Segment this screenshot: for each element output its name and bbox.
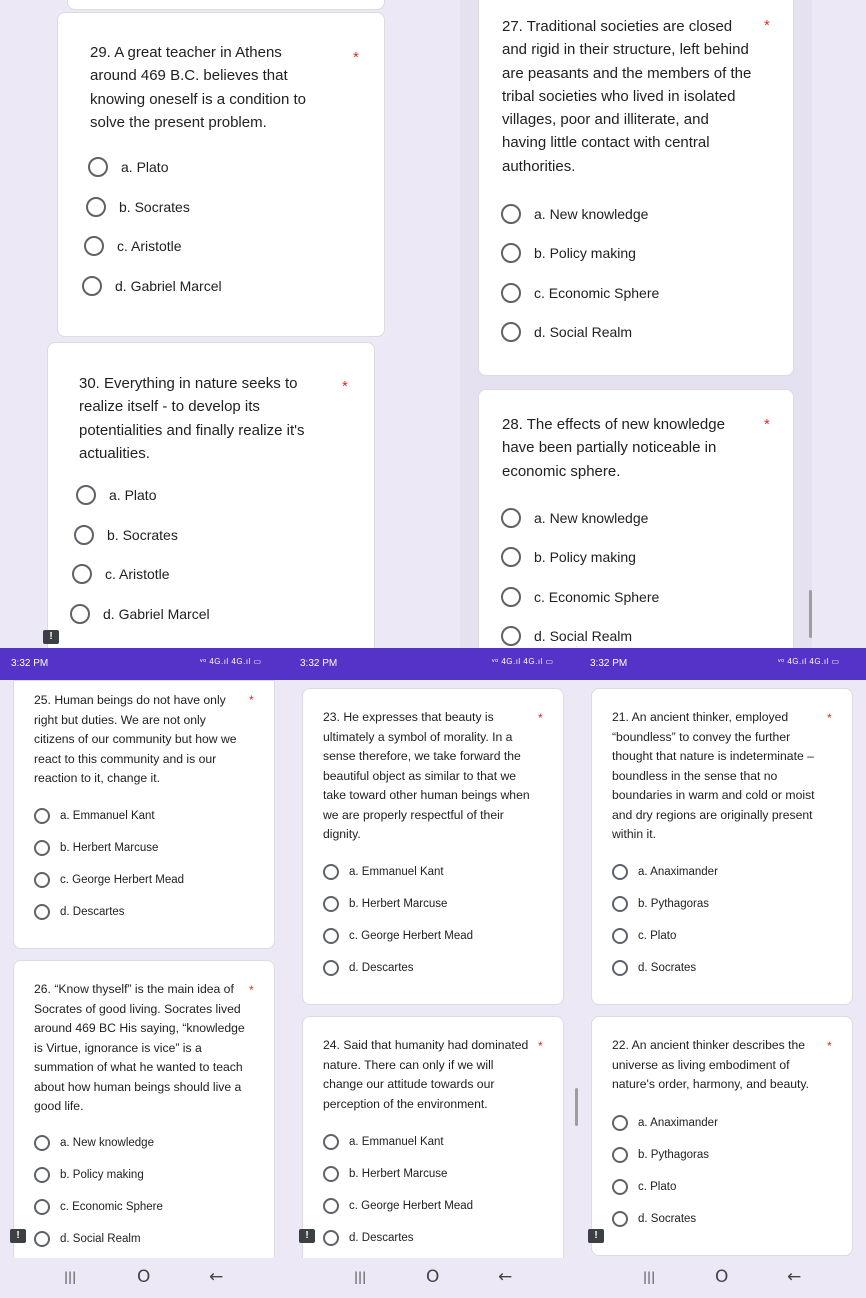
option-c[interactable] xyxy=(612,1179,676,1195)
question-text: 30. Everything in nature seeks to realize itself - to develop its potentialities and finally realize it's actualities. xyxy=(79,375,305,462)
option-label: d. Social Realm xyxy=(534,324,633,340)
option-b[interactable] xyxy=(501,547,636,567)
radio-button[interactable] xyxy=(323,928,339,944)
option-c[interactable] xyxy=(84,236,182,256)
radio-button[interactable] xyxy=(501,243,521,263)
option-b[interactable] xyxy=(612,896,709,912)
radio-button[interactable] xyxy=(612,1179,628,1195)
radio-button[interactable] xyxy=(323,1134,339,1150)
radio-button[interactable] xyxy=(323,960,339,976)
radio-button[interactable] xyxy=(501,547,521,567)
question-card-22 xyxy=(591,1016,853,1256)
option-label: d. Descartes xyxy=(349,962,414,974)
option-a[interactable] xyxy=(34,808,155,824)
radio-button[interactable] xyxy=(34,1231,50,1247)
radio-button[interactable] xyxy=(34,1135,50,1151)
radio-button[interactable] xyxy=(612,864,628,880)
question-card-29 xyxy=(57,12,385,337)
radio-button[interactable] xyxy=(612,928,628,944)
report-icon[interactable]: ! xyxy=(588,1229,604,1243)
radio-button[interactable] xyxy=(34,840,50,856)
status-icons: ᵛᵒ 4G.ıl 4G.ıl ▭ xyxy=(200,657,262,666)
option-label: d. Gabriel Marcel xyxy=(115,278,222,294)
option-d[interactable] xyxy=(501,626,632,646)
radio-button[interactable] xyxy=(76,485,96,505)
option-c[interactable] xyxy=(612,928,676,944)
question-text: 28. The effects of new knowledge have been partially noticeable in economic sphere. xyxy=(502,416,725,480)
option-d[interactable] xyxy=(323,960,414,976)
option-label: c. George Herbert Mead xyxy=(60,874,185,886)
required-asterisk: * xyxy=(827,1039,832,1053)
radio-button[interactable] xyxy=(612,960,628,976)
option-label: d. Descartes xyxy=(60,906,125,918)
option-label: c. Aristotle xyxy=(117,238,182,254)
option-c[interactable] xyxy=(323,928,473,944)
option-label: a. Emmanuel Kant xyxy=(349,866,444,878)
question-card-30 xyxy=(47,342,375,672)
option-b[interactable] xyxy=(501,243,636,263)
navigation-bar xyxy=(0,1258,866,1298)
recents-icon[interactable]: ||| xyxy=(643,1270,656,1284)
required-asterisk: * xyxy=(827,711,832,725)
recents-icon[interactable]: ||| xyxy=(354,1270,367,1284)
option-d[interactable] xyxy=(82,276,222,296)
question-card-28 xyxy=(478,389,794,679)
question-text: 21. An ancient thinker, employed “boundless” to convey the further thought that nature is indeterminate – boundless in the sense that no boundaries in warm and cold or moist and dry regions are originally present within it. xyxy=(612,710,815,842)
radio-button[interactable] xyxy=(501,508,521,528)
option-b[interactable] xyxy=(612,1147,709,1163)
radio-button[interactable] xyxy=(323,1166,339,1182)
option-label: a. Emmanuel Kant xyxy=(349,1136,444,1148)
option-label: a. New knowledge xyxy=(60,1137,154,1149)
option-b[interactable] xyxy=(34,840,158,856)
report-icon[interactable]: ! xyxy=(299,1229,315,1243)
question-card-25 xyxy=(13,680,275,949)
scrollbar[interactable] xyxy=(575,1088,578,1126)
radio-button[interactable] xyxy=(34,1167,50,1183)
question-text: 24. Said that humanity had dominated nature. There can only if we will change our attitude towards our perception of the environment. xyxy=(323,1038,529,1111)
radio-button[interactable] xyxy=(34,1199,50,1215)
option-label: c. George Herbert Mead xyxy=(349,930,474,942)
option-d[interactable] xyxy=(34,904,125,920)
option-d[interactable] xyxy=(70,604,210,624)
radio-button[interactable] xyxy=(612,896,628,912)
option-label: d. Gabriel Marcel xyxy=(103,606,210,622)
option-b[interactable] xyxy=(86,197,190,217)
radio-button[interactable] xyxy=(323,896,339,912)
required-asterisk: * xyxy=(764,416,770,433)
option-d[interactable] xyxy=(34,1231,141,1247)
radio-button[interactable] xyxy=(74,525,94,545)
question-card-23 xyxy=(302,688,564,1005)
radio-button[interactable] xyxy=(501,626,521,646)
report-icon[interactable]: ! xyxy=(10,1229,26,1243)
option-a[interactable] xyxy=(76,485,156,505)
recents-icon[interactable]: ||| xyxy=(64,1270,77,1284)
question-card-26 xyxy=(13,960,275,1270)
radio-button[interactable] xyxy=(612,1147,628,1163)
option-label: d. Social Realm xyxy=(60,1233,141,1245)
required-asterisk: * xyxy=(764,17,770,34)
radio-button[interactable] xyxy=(34,808,50,824)
option-a[interactable] xyxy=(323,864,444,880)
option-label: b. Socrates xyxy=(107,527,178,543)
radio-button[interactable] xyxy=(323,1230,339,1246)
home-icon[interactable]: O xyxy=(715,1267,729,1287)
option-label: b. Herbert Marcuse xyxy=(349,898,448,910)
status-time: 3:32 PM xyxy=(11,658,49,669)
option-label: b. Herbert Marcuse xyxy=(349,1168,448,1180)
option-label: b. Policy making xyxy=(60,1169,144,1181)
question-text: 25. Human beings do not have only right but duties. We are not only citizens of our community but how we react to this community and is our reaction to it, change it. xyxy=(34,693,237,786)
option-b[interactable] xyxy=(323,1166,447,1182)
radio-button[interactable] xyxy=(82,276,102,296)
option-a[interactable] xyxy=(34,1135,154,1151)
radio-button[interactable] xyxy=(501,587,521,607)
option-label: a. New knowledge xyxy=(534,510,649,526)
question-card-21 xyxy=(591,688,853,1005)
radio-button[interactable] xyxy=(70,604,90,624)
option-d[interactable] xyxy=(612,1211,696,1227)
home-icon[interactable]: O xyxy=(137,1267,151,1287)
option-label: d. Social Realm xyxy=(534,628,633,644)
option-c[interactable] xyxy=(34,872,184,888)
question-text: 26. “Know thyself” is the main idea of Socrates of good living. Socrates lived around 469 BC His saying, “knowledge is Virtue, ignorance is vice” is a summation of what he wanted to teach about how human beings should live a good life. xyxy=(34,982,245,1114)
scrollbar[interactable] xyxy=(809,590,812,638)
option-c[interactable] xyxy=(323,1198,473,1214)
radio-button[interactable] xyxy=(323,1198,339,1214)
radio-button[interactable] xyxy=(501,204,521,224)
back-icon[interactable]: ← xyxy=(498,1267,513,1287)
radio-button[interactable] xyxy=(84,236,104,256)
radio-button[interactable] xyxy=(501,322,521,342)
required-asterisk: * xyxy=(538,1039,543,1053)
option-label: c. Plato xyxy=(638,930,677,942)
option-label: a. Anaximander xyxy=(638,866,718,878)
radio-button[interactable] xyxy=(86,197,106,217)
option-a[interactable] xyxy=(323,1134,444,1150)
option-label: b. Pythagoras xyxy=(638,898,709,910)
option-label: c. Economic Sphere xyxy=(534,285,660,301)
status-icons: ᵛᵒ 4G.ıl 4G.ıl ▭ xyxy=(778,657,840,666)
option-a[interactable] xyxy=(612,1115,718,1131)
option-c[interactable] xyxy=(501,587,659,607)
radio-button[interactable] xyxy=(612,1211,628,1227)
radio-button[interactable] xyxy=(88,157,108,177)
radio-button[interactable] xyxy=(72,564,92,584)
option-d[interactable] xyxy=(612,960,696,976)
option-a[interactable] xyxy=(88,157,168,177)
option-c[interactable] xyxy=(34,1199,163,1215)
option-a[interactable] xyxy=(501,204,648,224)
option-c[interactable] xyxy=(72,564,170,584)
radio-button[interactable] xyxy=(612,1115,628,1131)
option-b[interactable] xyxy=(34,1167,144,1183)
home-icon[interactable]: O xyxy=(426,1267,440,1287)
question-text: 22. An ancient thinker describes the universe as living embodiment of nature's order, harmony, and beauty. xyxy=(612,1038,809,1092)
option-label: a. Plato xyxy=(109,487,157,503)
question-card-27 xyxy=(478,0,794,376)
radio-button[interactable] xyxy=(501,283,521,303)
radio-button[interactable] xyxy=(34,872,50,888)
status-time: 3:32 PM xyxy=(590,658,628,669)
option-label: a. New knowledge xyxy=(534,206,649,222)
option-d[interactable] xyxy=(323,1230,414,1246)
option-label: d. Descartes xyxy=(349,1232,414,1244)
option-label: c. Economic Sphere xyxy=(60,1201,163,1213)
question-text: 23. He expresses that beauty is ultimately a symbol of morality. In a sense therefore, we take forward the beautiful object as similar to that we take toward other human beings when we are properly respectful of their dignity. xyxy=(323,710,530,842)
radio-button[interactable] xyxy=(323,864,339,880)
option-label: b. Pythagoras xyxy=(638,1149,709,1161)
required-asterisk: * xyxy=(249,983,254,997)
option-label: c. Economic Sphere xyxy=(534,589,660,605)
question-text: 29. A great teacher in Athens around 469 B.C. believes that knowing oneself is a condition to solve the present problem. xyxy=(90,44,306,131)
required-asterisk: * xyxy=(353,49,359,66)
status-time: 3:32 PM xyxy=(300,658,338,669)
option-a[interactable] xyxy=(501,508,648,528)
option-b[interactable] xyxy=(323,896,447,912)
required-asterisk: * xyxy=(342,378,348,395)
option-label: d. Socrates xyxy=(638,1213,697,1225)
option-d[interactable] xyxy=(501,322,632,342)
option-b[interactable] xyxy=(74,525,178,545)
option-c[interactable] xyxy=(501,283,659,303)
option-label: d. Socrates xyxy=(638,962,697,974)
previous-card-bottom xyxy=(67,0,385,10)
option-a[interactable] xyxy=(612,864,718,880)
report-icon[interactable]: ! xyxy=(43,630,59,644)
option-label: b. Policy making xyxy=(534,245,636,261)
back-icon[interactable]: ← xyxy=(787,1267,802,1287)
radio-button[interactable] xyxy=(34,904,50,920)
question-text: 27. Traditional societies are closed and rigid in their structure, left behind are peasants and the members of the tribal societies who lived in isolated villages, poor and illiterate, and having little contact with central authorities. xyxy=(502,18,752,175)
status-bar xyxy=(0,648,866,680)
option-label: a. Emmanuel Kant xyxy=(60,810,155,822)
option-label: a. Anaximander xyxy=(638,1117,718,1129)
option-label: b. Herbert Marcuse xyxy=(60,842,159,854)
status-icons: ᵛᵒ 4G.ıl 4G.ıl ▭ xyxy=(492,657,554,666)
required-asterisk: * xyxy=(538,711,543,725)
required-asterisk: * xyxy=(249,693,254,707)
option-label: a. Plato xyxy=(121,159,169,175)
back-icon[interactable]: ← xyxy=(209,1267,224,1287)
option-label: b. Socrates xyxy=(119,199,190,215)
option-label: c. George Herbert Mead xyxy=(349,1200,474,1212)
question-card-24 xyxy=(302,1016,564,1270)
option-label: c. Plato xyxy=(638,1181,677,1193)
option-label: b. Policy making xyxy=(534,549,636,565)
option-label: c. Aristotle xyxy=(105,566,170,582)
